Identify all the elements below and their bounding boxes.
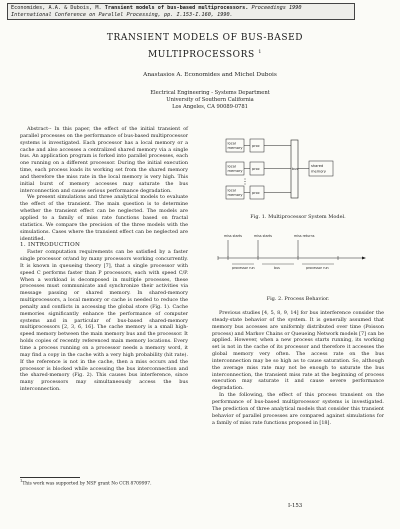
figure-2-diagram	[212, 231, 384, 285]
citation-box	[7, 3, 355, 20]
shared-memory-label: memory	[311, 169, 327, 174]
title-footnote-mark: 1	[258, 49, 262, 55]
intro-paragraph-1: Faster computation requirements can be satisfied by a faster single processor or/and by many processors working concurrently. It is known in queueing theory [7], that a single processor with speed C performs faster than P processors, each with speed C/P. When a workload is decomposed in multiple processes, these processes must communicate and synchronize their activities via message passing or shared memory. In shared-memory multiprocessors, a local memory or cache is needed to reduce the penalty and conflicts in accessing the global store (Fig. 1). Cache memories significantly enhance the performance of computer systems and in particular of bus-based shared-memory multiprocessors [2, 3, 6, 16]. The cache memory is a small high-speed memory between the main memory bus and the processor. It holds copies of recently referenced main memory locations. Every time a process running on a processor needs a memory word, it may find a copy in the cache with a very high probability (hit rate). If the reference is not in the cache, then a miss occurs and the processor is blocked while accessing the bus interconnection and the shared-memory (Fig. 2). This causes bus interference, since many processors may simultaneously access the bus interconnection.	[20, 249, 188, 393]
right-column	[212, 310, 384, 426]
left-column	[20, 126, 188, 393]
title-line-2	[60, 45, 350, 62]
citation-proceedings: Proceedings 1990	[251, 5, 302, 11]
segment-processor-run-2: processor run	[306, 266, 329, 270]
title-line-1: TRANSIENT MODELS OF BUS-BASED	[106, 33, 304, 43]
abstract-paragraph-2: We present simulations and three analytical models to evaluate the effect of the transient. The main question is to determine whether the transient effect can be neglected. The models are applied to a family of miss rate functions based on fractal statistics. We compare the precision of the three models with the simulations. Cases where the transient effect can be neglected are identified.	[20, 194, 188, 242]
label-miss-returns: miss returns	[294, 234, 315, 238]
local-label-3: local	[227, 188, 236, 193]
title-line-2-text: MULTIPROCESSORS	[147, 50, 255, 60]
bus-label: bus	[291, 167, 299, 171]
shared-label: shared	[311, 164, 324, 168]
proc-label-1: proc	[252, 144, 260, 148]
author-list: Anastasios A. Economides and Michel Dubois	[143, 72, 277, 78]
local-label-1: local	[227, 141, 236, 146]
footnote-rule	[20, 477, 80, 478]
right-paragraph-1: Previous studies [4, 5, 8, 9, 14] for bus interference consider the steady-state behavior of the system. It is generally assumed that memory bus accesses are uniformly distributed over time (Poisson process) and Markov Chains or Queueing Network models [7] can be applied. However, when a new process starts running, its working set is not in the cache of its processor and therefore it accesses the global memory very often. The access rate on the bus interconnection may be so high as to cause saturation. So, although the average miss rate may not be enough to saturate the bus interconnection, the transient miss rate at the beginning of process execution may saturate it and cause severe performance degradation.	[212, 310, 384, 392]
citation-line-1	[11, 5, 351, 12]
segment-processor-run-1: processor run	[232, 266, 255, 270]
affiliation-line-1: Electrical Engineering - Systems Department	[150, 90, 270, 96]
label-miss-starts-mid: miss starts	[254, 234, 273, 238]
abstract-paragraph-1: Abstract-- In this paper, the effect of the initial transient of parallel processes on the performance of bus-based multiprocessor systems is investigated. Each processor has a local memory or a cache and also accesses a centralized shared memory via a single bus. An application program is forked into parallel processes, each one running on a different processor. During the initial execution time, each process loads its working set from the shared memory and therefore the miss rate in the local memory is very high. This initial burst of memory accesses may saturate the bus interconnection and cause serious performance degradation.	[20, 126, 188, 194]
footnote-text: This work was supported by NSF grant No CCR 8709997.	[22, 481, 152, 487]
paper-title	[60, 31, 350, 62]
citation-authors: Economides, A.A. & Dubois, M.	[11, 5, 102, 11]
affiliation	[75, 90, 345, 111]
section-heading-introduction: 1. INTRODUCTION	[20, 242, 81, 249]
citation-line-2: International Conference on Parallel Processing, pp. I.153-I.160, 1990.	[11, 11, 233, 18]
right-paragraph-2: In the following, the effect of this process transient on the performance of bus-based multiprocessor systems is investigated. The prediction of three analytical models that consider this transient behavior of parallel processes are compared against simulations for a family of miss rate functions proposed in [18].	[212, 392, 384, 426]
footnote-mark: 1	[20, 479, 23, 483]
affiliation-line-3: Los Angeles, CA 90089-0781	[172, 104, 248, 110]
figure-1-diagram	[212, 136, 384, 202]
figure-2-caption: Fig. 2. Process Behavior.	[266, 296, 330, 302]
affiliation-line-2: University of Southern California	[166, 97, 254, 103]
figure-1-caption: Fig. 1. Multiprocessor System Model.	[250, 214, 346, 220]
page-number: I-153	[288, 503, 303, 509]
citation-paper-title: Transient models of bus-based multiprocessors.	[104, 5, 249, 11]
proc-label-2: proc	[252, 167, 260, 171]
memory-label-1: memory	[227, 146, 243, 150]
segment-bus: bus	[274, 266, 280, 270]
memory-label-3: memory	[227, 193, 243, 197]
local-label-2: local	[227, 164, 236, 169]
proc-label-3: proc	[252, 191, 260, 195]
footnote	[20, 479, 188, 486]
memory-label-2: memory	[227, 169, 243, 173]
label-miss-starts-left: miss starts	[224, 234, 243, 238]
